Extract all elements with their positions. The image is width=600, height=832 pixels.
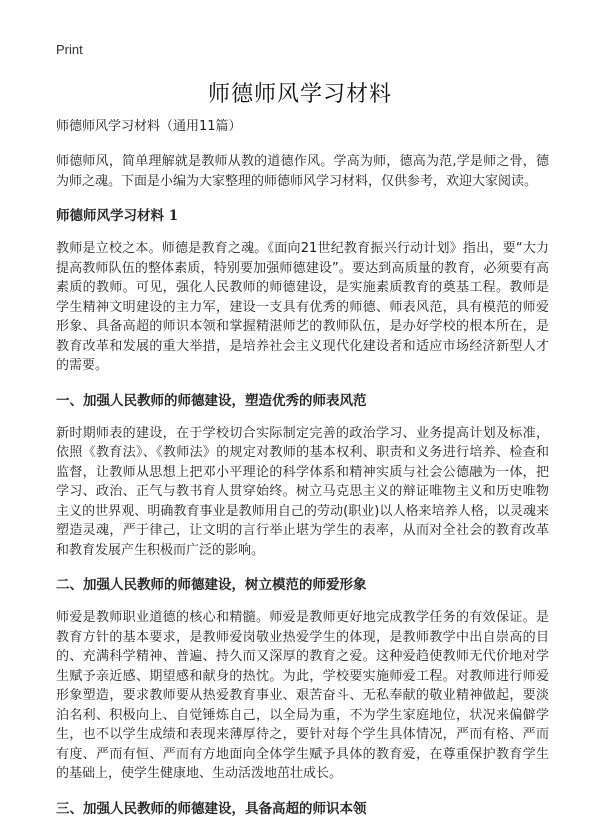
intro-paragraph: 师德师风，简单理解就是教师从教的道德作风。学高为师，德高为范,学是师之骨，德为师之魂。下面是小编为大家整理的师德师风学习材料，仅供参考，欢迎大家阅读。	[56, 154, 549, 189]
heading-3: 三、加强人民教师的师德建设，具备高超的师识本领	[56, 800, 367, 817]
paragraph-3: 师爱是教师职业道德的核心和精髓。师爱是教师更好地完成教学任务的有效保证。是教育方针的基本要求，是教师爱岗敬业热爱学生的体现，是教师教学中出自崇高的目的、充满科学精神、普遍、持久而又深厚的教育之爱。这种爱趋使教师无代价地对学生赋予亲近感、期望感和献身的热忱。为此，学校要实施师爱工程。对教师进行师爱形象塑造，要求教师要从热爱教育事业、艰苦奋斗、无私奉献的敬业精神做起，要淡泊名利、积极向上、自觉锤炼自己，以全局为重，不为学生家庭地位，状况来偏僻学生，也不以学生成绩和表现来薄厚待之，要针对每个学生具体情况，严而有格、严而有度、严而有恒、严而有方地面向全体学生赋予具体的教育爱，在尊重保护教育学生的基础上，使学生健康地、生动活泼地茁壮成长。	[56, 610, 549, 781]
article-subtitle: 师德师风学习材料（通用11篇）	[56, 119, 242, 134]
article-body	[56, 118, 549, 832]
page-title: 师德师风学习材料	[207, 82, 392, 107]
paragraph-1: 教师是立校之本。师德是教育之魂。《面向21世纪教育振兴行动计划》指出，要“大力提高教师队伍的整体素质，特别要加强师德建设”。要达到高质量的教育，必须要有高素质的教师。可见，强化人民教师的师德建设，是实施素质教育的奠基工程。教师是学生精神文明建设的主力军，建设一支具有优秀的师德、师表风范，具有模范的师爱形象、具备高超的师识本领和掌握精湛师艺的教师队伍，是办好学校的根本所在，是教育改革和发展的重大举措，是培养社会主义现代化建设者和适应市场经济新型人才的需要。	[56, 241, 549, 373]
print-link[interactable]: Print	[56, 42, 83, 57]
section-title: 师德师风学习材料 1	[56, 208, 179, 224]
heading-2: 二、加强人民教师的师德建设，树立模范的师爱形象	[56, 577, 367, 593]
heading-1: 一、加强人民教师的师德建设，塑造优秀的师表风范	[56, 392, 367, 409]
paragraph-2: 新时期师表的建设，在于学校切合实际制定完善的政治学习、业务提高计划及标准，依照《教育法》、《教师法》的规定对教师的基本权利、职责和义务进行培养、检查和监督，让教师从思想上把邓小平理论的科学体系和精神实质与社会公德融为一体，把学习、政治、正气与教书育人贯穿始终。树立马克思主义的辩证唯物主义和历史唯物主义的世界观、明确教育事业是教师用自己的劳动(职业)以人格来培养人格，以灵魂来塑造灵魂，严于律己，让文明的言行举止堪为学生的表率，从而对全社会的教育改革和教育发展产生积极而广泛的影响。	[56, 425, 549, 558]
